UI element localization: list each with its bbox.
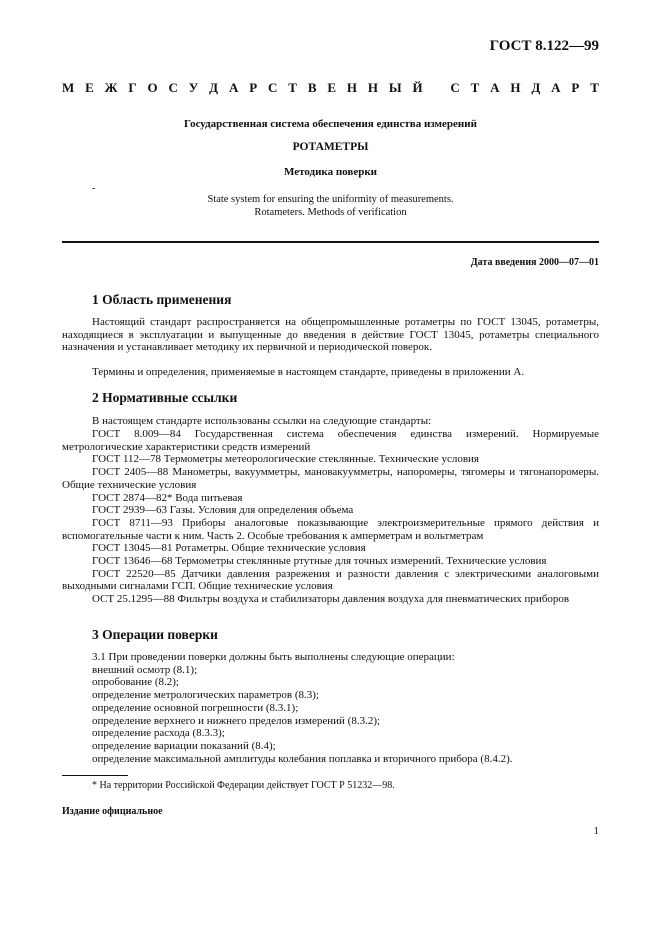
dash-mark: - xyxy=(92,183,96,194)
banner-letter: Т xyxy=(470,80,480,95)
reference-item: ГОСТ 13045—81 Ротаметры. Общие технические условия xyxy=(92,542,366,555)
reference-item: ГОСТ 2405—88 Манометры, вакуумметры, мановакуумметры, напоромеры, тягомеры и тягонапоромеры. Общие технические условия xyxy=(62,466,599,491)
footnote: * На территории Российской Федерации действует ГОСТ Р 51232—98. xyxy=(92,780,395,791)
banner-letter: Н xyxy=(367,80,378,95)
banner-letter: У xyxy=(188,80,199,95)
reference-item: ОСТ 25.1295—88 Фильтры воздуха и стабилизаторы давления воздуха для пневматических приборов xyxy=(92,593,570,606)
operation-item: определение основной погрешности (8.3.1); xyxy=(92,701,299,714)
banner-letter: Н xyxy=(510,80,521,95)
section-1-paragraph-1: Настоящий стандарт распространяется на общепромышленные ротаметры по ГОСТ 13045, ротаметры, находящиеся в эксплуатации и выпущенные до введения в действие ГОСТ 13045, ротаметры специального назначения и устанавливает методику их первичной и периодической поверок. xyxy=(62,316,599,354)
banner-letter: Р xyxy=(249,80,258,95)
english-title xyxy=(62,193,599,219)
header-divider xyxy=(62,241,599,243)
operation-item: определение вариации показаний (8.4); xyxy=(92,739,276,752)
banner-letter: Й xyxy=(412,80,423,95)
banner-letter: Т xyxy=(590,80,599,95)
operations-list xyxy=(92,651,513,765)
reference-item: ГОСТ 112—78 Термометры метеорологические стеклянные. Технические условия xyxy=(92,453,479,466)
section-1-heading: 1 Область применения xyxy=(92,292,232,307)
banner-letter: С xyxy=(450,80,460,95)
edition-label: Издание официальное xyxy=(62,806,163,817)
operation-item: определение метрологических параметров (8.3); xyxy=(92,689,319,702)
introduction-date: Дата введения 2000—07—01 xyxy=(470,257,599,268)
reference-item: ГОСТ 8711—93 Приборы аналоговые показывающие электроизмерительные прямого действия и вспомогательные части к ним. Часть 2. Особые требования к амперметрам и вольтметрам xyxy=(62,516,599,542)
standard-code: ГОСТ 8.122—99 xyxy=(489,38,599,54)
reference-item: ГОСТ 2939—63 Газы. Условия для определения объема xyxy=(92,504,354,517)
banner-letter: Н xyxy=(346,80,358,95)
banner-letter: С xyxy=(168,80,178,95)
interstate-standard-banner xyxy=(62,80,599,96)
operation-item: определение расхода (8.3.3); xyxy=(92,727,225,740)
banner-letter: А xyxy=(490,80,500,95)
banner-letter xyxy=(433,80,439,96)
section-1-paragraph-2: Термины и определения, применяемые в настоящем стандарте, приведены в приложении А. xyxy=(92,366,525,378)
operation-item: внешний осмотр (8.1); xyxy=(92,663,198,676)
reference-item: ГОСТ 8.009—84 Государственная система обеспечения единства измерений. Нормируемые метрологические характеристики средств измерений xyxy=(62,428,599,453)
english-title-line-1: State system for ensuring the uniformity of measurements. xyxy=(207,194,454,205)
operation-item: 3.1 При проведении поверки должны быть выполнены следующие операции: xyxy=(92,651,455,663)
banner-letter: А xyxy=(551,80,561,95)
banner-letter: Е xyxy=(327,80,337,95)
document-title: РОТАМЕТРЫ xyxy=(292,141,369,153)
banner-letter: Р xyxy=(571,80,580,95)
page-number: 1 xyxy=(593,825,599,837)
banner-letter: Ж xyxy=(104,80,118,95)
banner-letter: Ы xyxy=(388,80,402,95)
operation-item: опробование (8.2); xyxy=(92,676,179,689)
section-3-heading: 3 Операции поверки xyxy=(92,627,218,642)
reference-item: ГОСТ 22520—85 Датчики давления разрежения и разности давления с электрическими аналоговыми выходными сигналами ГСП. Общие технические условия xyxy=(62,567,599,593)
section-2-intro: В настоящем стандарте использованы ссылки на следующие стандарты: xyxy=(92,415,432,427)
normative-references-list xyxy=(0,428,661,606)
banner-letter: В xyxy=(307,80,317,95)
banner-letter: Д xyxy=(531,80,541,95)
operation-item: определение верхнего и нижнего пределов измерений (8.3.2); xyxy=(92,714,381,727)
section-2-heading: 2 Нормативные ссылки xyxy=(92,390,238,405)
reference-item: ГОСТ 13646—68 Термометры стеклянные ртутные для точных измерений. Технические условия xyxy=(92,555,547,568)
footnote-divider xyxy=(62,775,128,776)
banner-letter: Е xyxy=(85,80,94,95)
operation-item: определение максимальной амплитуды колебания поплавка и вторичного прибора (8.4.2). xyxy=(92,752,513,765)
reference-item: ГОСТ 2874—82* Вода питьевая xyxy=(92,491,243,504)
banner-letter: О xyxy=(147,80,158,95)
system-title: Государственная система обеспечения единства измерений xyxy=(184,118,477,130)
banner-letter: М xyxy=(62,80,75,95)
english-title-line-2: Rotameters. Methods of verification xyxy=(254,207,407,218)
banner-letter: С xyxy=(268,80,278,95)
banner-letter: Т xyxy=(288,80,297,95)
banner-letter: А xyxy=(228,80,239,95)
document-subtitle: Методика поверки xyxy=(283,166,378,178)
banner-letter: Д xyxy=(209,80,219,95)
banner-letter: Г xyxy=(128,80,137,95)
